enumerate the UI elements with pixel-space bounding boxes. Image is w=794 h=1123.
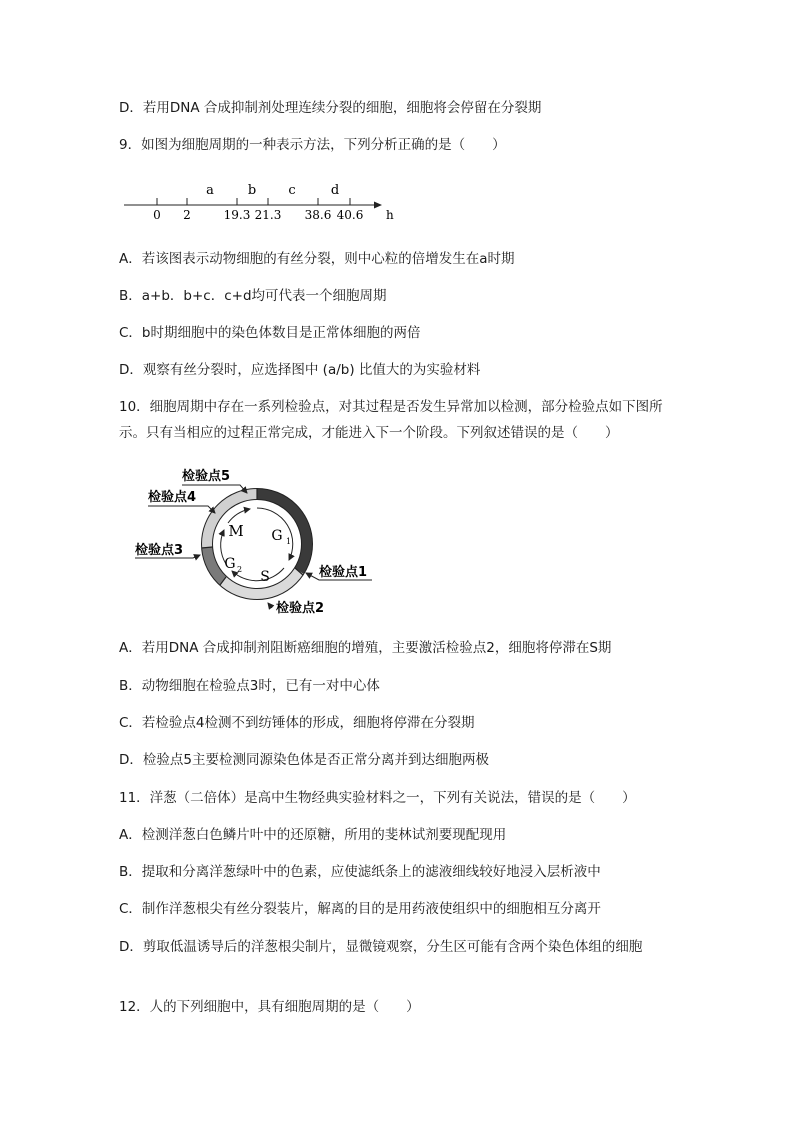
q9-option-c: C．b时期细胞中的染色体数目是正常体细胞的两倍 [119,325,421,341]
q12-stem: 12．人的下列细胞中，具有细胞周期的是（ ） [119,999,420,1015]
segment-label-d: d [330,183,340,198]
q10-option-d: D．检验点5主要检测同源染色体是否正常分离并到达细胞两极 [119,752,489,768]
cell-cycle-checkpoint-figure [0,460,794,620]
q10-option-c: C．若检验点4检测不到纺锤体的形成，细胞将停滞在分裂期 [119,715,475,731]
cell-cycle-timeline-figure [0,178,794,238]
segment-label-c: c [288,183,296,198]
q9-option-a: A．若该图表示动物细胞的有丝分裂，则中心粒的倍增发生在a时期 [119,251,515,267]
q11-stem: 11．洋葱（二倍体）是高中生物经典实验材料之一，下列有关说法，错误的是（ ） [119,790,636,806]
q10-option-b: B．动物细胞在检验点3时，已有一对中心体 [119,678,380,694]
q8-option-d: D．若用DNA 合成抑制剂处理连续分裂的细胞，细胞将会停留在分裂期 [119,100,542,116]
tick-label-21-3: 21.3 [254,208,282,222]
q10-stem: 10．细胞周期中存在一系列检验点，对其过程是否发生异常加以检测，部分检验点如下图所示。只有当相应的过程正常完成，才能进入下一个阶段。下列叙述错误的是（ ） [119,399,663,441]
phase-label-s: S [260,569,270,585]
tick-label-2: 2 [183,208,191,222]
tick-label-38-6: 38.6 [304,208,332,222]
checkpoint-2-label: 检验点2 [276,601,325,616]
q11-option-c: C．制作洋葱根尖有丝分裂装片，解离的目的是用药液使组织中的细胞相互分离开 [119,901,601,917]
phase-label-g1: G [271,528,283,544]
tick-label-40-6: 40.6 [336,208,364,222]
axis-unit-label: h [386,208,394,222]
checkpoint-3-label: 检验点3 [135,543,184,558]
checkpoint-5-label: 检验点5 [182,469,231,484]
phase-label-m: M [228,522,244,540]
q11-option-b: B．提取和分离洋葱绿叶中的色素，应使滤纸条上的滤液细线较好地浸入层析液中 [119,864,601,880]
q11-option-d: D．剪取低温诱导后的洋葱根尖制片，显微镜观察，分生区可能有含两个染色体组的细胞 [119,939,643,955]
q11-option-a: A．检测洋葱白色鳞片叶中的还原糖，所用的斐林试剂要现配现用 [119,827,507,843]
q9-option-d: D．观察有丝分裂时，应选择图中 (a/b) 比值大的为实验材料 [119,362,481,378]
tick-label-19-3: 19.3 [223,208,251,222]
phase-label-g1-sub: 1 [286,537,292,546]
phase-label-g2: G [224,556,236,572]
q9-option-b: B．a+b．b+c．c+d均可代表一个细胞周期 [119,288,387,304]
q10-option-a: A．若用DNA 合成抑制剂阻断癌细胞的增殖，主要激活检验点2，细胞将停滞在S期 [119,640,612,656]
phase-label-g2-sub: 2 [237,565,243,574]
segment-label-a: a [206,183,214,198]
q9-stem: 9．如图为细胞周期的一种表示方法，下列分析正确的是（ ） [119,137,506,153]
checkpoint-4-label: 检验点4 [148,490,197,505]
checkpoint-1-label: 检验点1 [319,565,368,580]
segment-label-b: b [247,183,257,198]
tick-label-0: 0 [153,208,161,222]
